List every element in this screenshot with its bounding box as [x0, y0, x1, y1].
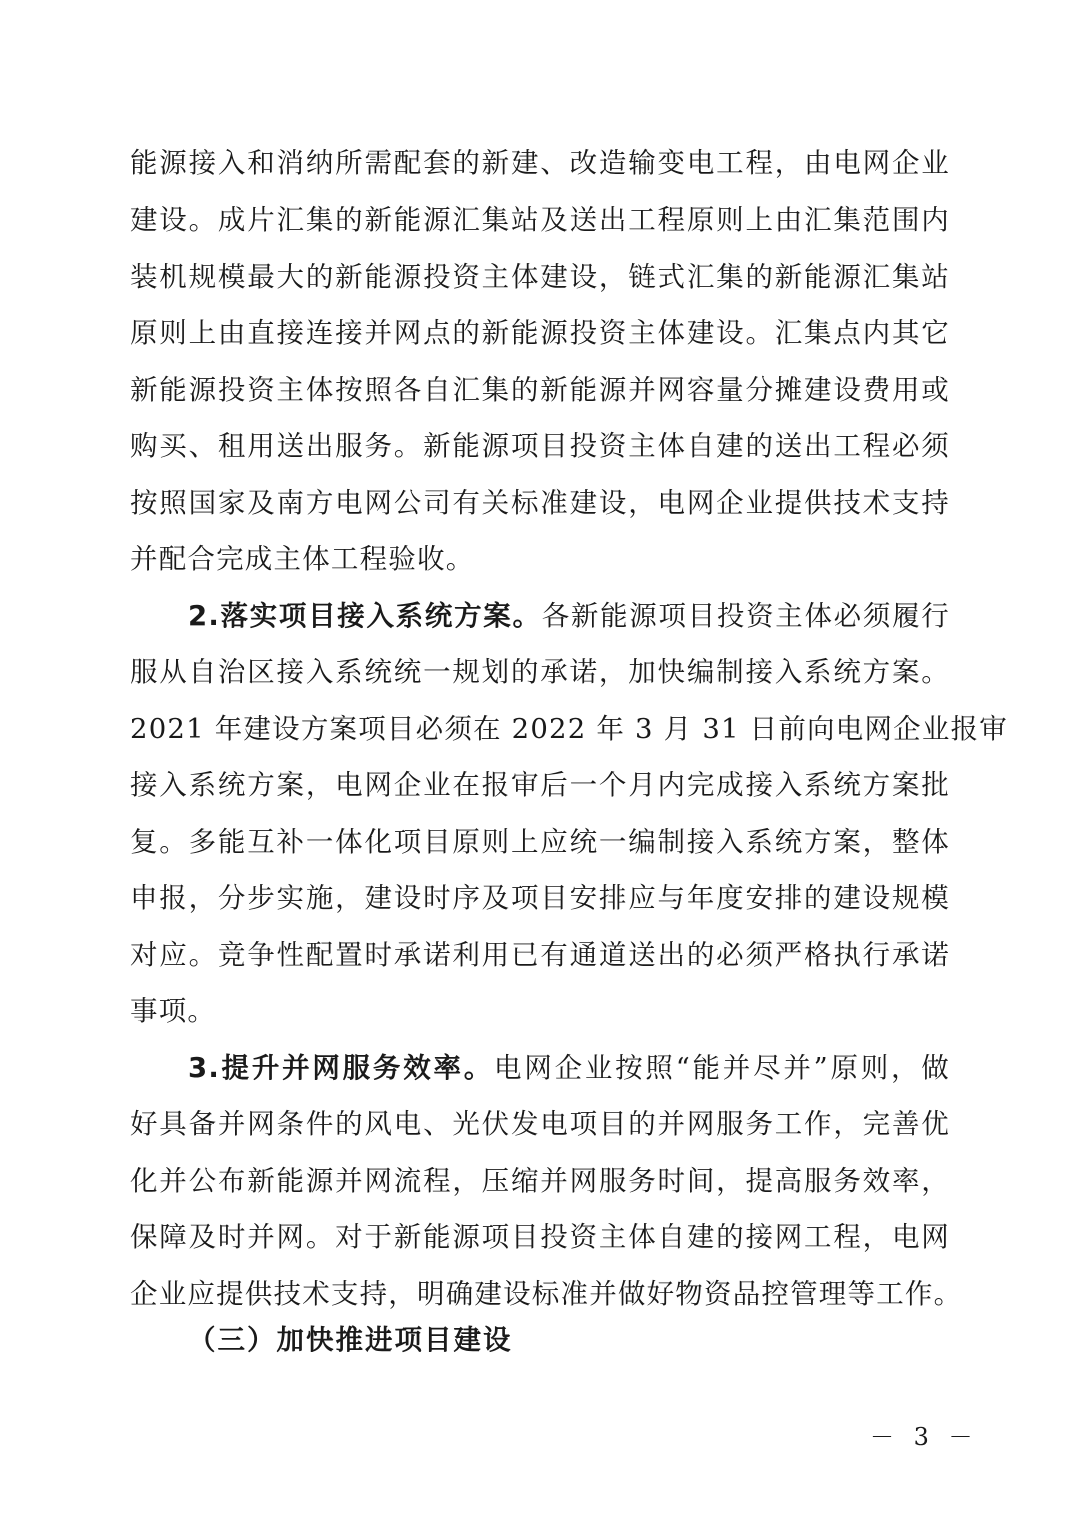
paragraph-line: 2021 年建设方案项目必须在 2022 年 3 月 31 日前向电网企业报审: [130, 713, 1008, 745]
paragraph-line: 企业应提供技术支持，明确建设标准并做好物资品控管理等工作。: [130, 1278, 963, 1310]
paragraph-line: 申报，分步实施，建设时序及项目安排应与年度安排的建设规模: [130, 882, 950, 914]
paragraph-line: 能源接入和消纳所需配套的新建、改造输变电工程，由电网企业: [130, 147, 950, 179]
paragraph-line: 按照国家及南方电网公司有关标准建设，电网企业提供技术支持: [130, 487, 950, 519]
page-number: － 3 －: [870, 1423, 979, 1451]
item-text: 电网企业按照“能并尽并”原则，做: [494, 1052, 950, 1084]
paragraph-line: 保障及时并网。对于新能源项目投资主体自建的接网工程，电网: [130, 1221, 950, 1253]
paragraph-line: 并配合完成主体工程验收。: [130, 543, 475, 575]
item-title: 3.提升并网服务效率。: [188, 1052, 495, 1084]
paragraph-line: 购买、租用送出服务。新能源项目投资主体自建的送出工程必须: [130, 430, 950, 462]
paragraph-line: 装机规模最大的新能源投资主体建设，链式汇集的新能源汇集站: [130, 261, 950, 293]
paragraph-line: 事项。: [130, 995, 217, 1027]
paragraph-line: 化并公布新能源并网流程，压缩并网服务时间，提高服务效率，: [130, 1165, 950, 1197]
paragraph-line: 服从自治区接入系统统一规划的承诺，加快编制接入系统方案。: [130, 656, 950, 688]
paragraph-line: 新能源投资主体按照各自汇集的新能源并网容量分摊建设费用或: [130, 374, 950, 406]
item-text: 各新能源项目投资主体必须履行: [541, 600, 950, 632]
paragraph-line: 复。多能互补一体化项目原则上应统一编制接入系统方案，整体: [130, 826, 950, 858]
item-title: 2.落实项目接入系统方案。: [188, 600, 542, 632]
paragraph-line: 接入系统方案，电网企业在报审后一个月内完成接入系统方案批: [130, 769, 950, 801]
paragraph-line: 原则上由直接连接并网点的新能源投资主体建设。汇集点内其它: [130, 317, 950, 349]
paragraph-first-line: [130, 596, 950, 636]
section-heading: （三）加快推进项目建设: [188, 1324, 513, 1356]
paragraph-line: 对应。竞争性配置时承诺利用已有通道送出的必须严格执行承诺: [130, 939, 950, 971]
paragraph-line: 好具备并网条件的风电、光伏发电项目的并网服务工作，完善优: [130, 1108, 950, 1140]
paragraph-line: 建设。成片汇集的新能源汇集站及送出工程原则上由汇集范围内: [130, 204, 950, 236]
paragraph-first-line: [130, 1048, 950, 1088]
